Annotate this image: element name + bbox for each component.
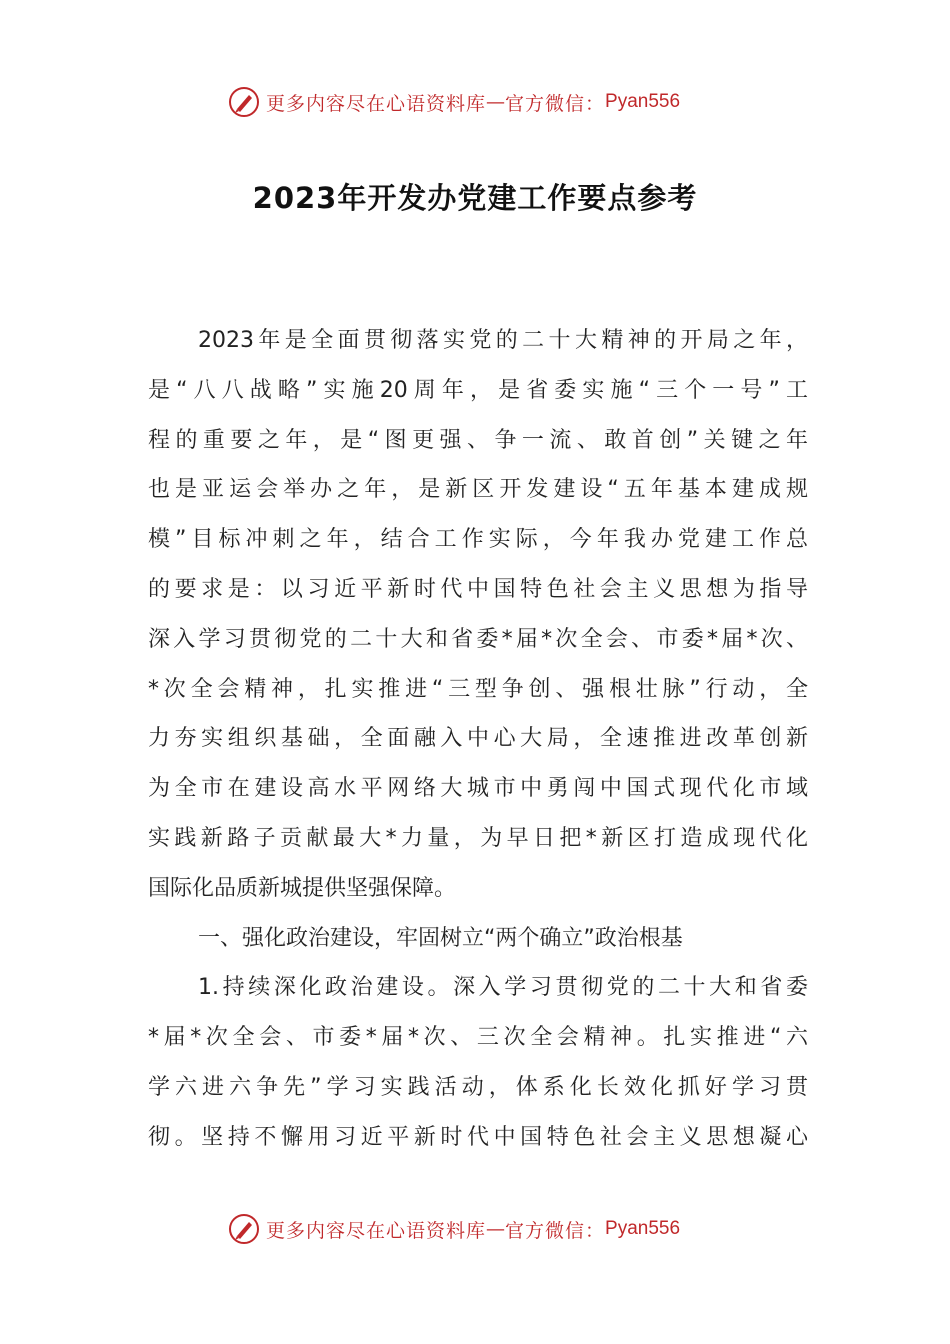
body-line: 实践新路子贡献最大*力量，为早日把*新区打造成现代化 (148, 825, 808, 851)
body-line: *届*次全会、市委*届*次、三次全会精神。扎实推进“六 (148, 1025, 808, 1051)
banner-separator: — (486, 1218, 506, 1240)
banner-text: 更多内容尽在心语资料库 (266, 92, 487, 115)
banner-text: 更多内容尽在心语资料库 (266, 1219, 487, 1242)
section-heading: 一、强化政治建设，牢固树立“两个确立”政治根基 (198, 925, 683, 951)
body-line: 为全市在建设高水平网络大城市中勇闯中国式现代化市域 (148, 776, 808, 802)
body-line: 模”目标冲刺之年，结合工作实际，今年我办党建工作总 (148, 527, 808, 553)
pen-logo-icon (228, 1213, 260, 1245)
body-line: 是“八八战略”实施20周年，是省委实施“三个一号”工 (148, 377, 808, 403)
banner-wechat-label: 官方微信： (505, 92, 606, 115)
body-line: 国际化品质新城提供坚强保障。 (148, 875, 457, 901)
banner-wechat-label: 官方微信： (505, 1219, 606, 1242)
body-line: 程的重要之年，是“图更强、争一流、敢首创”关键之年 (148, 427, 808, 453)
body-line: 也是亚运会举办之年，是新区开发建设“五年基本建成规 (148, 477, 808, 503)
body-line: 力夯实组织基础，全面融入中心大局，全速推进改革创新 (148, 726, 808, 752)
body-line: 1.持续深化政治建设。深入学习贯彻党的二十大和省委 (198, 975, 808, 1001)
banner-wechat-id: Pyan556 (605, 1218, 681, 1239)
header-banner (228, 82, 680, 122)
body-line: 2023年是全面贯彻落实党的二十大精神的开局之年， (198, 328, 808, 353)
body-line: 的要求是：以习近平新时代中国特色社会主义思想为指导 (148, 576, 808, 602)
body-line: *次全会精神，扎实推进“三型争创、强根壮脉”行动，全 (148, 676, 808, 702)
pen-logo-icon (228, 86, 260, 118)
document-title: 2023年开发办党建工作要点参考 (252, 181, 698, 215)
body-line: 学六进六争先”学习实践活动，体系化长效化抓好学习贯 (148, 1074, 808, 1100)
body-line: 彻。坚持不懈用习近平新时代中国特色社会主义思想凝心 (148, 1124, 808, 1150)
footer-banner (228, 1209, 680, 1249)
body-line: 深入学习贯彻党的二十大和省委*届*次全会、市委*届*次、 (148, 626, 808, 652)
banner-separator: — (486, 91, 506, 113)
document-body (148, 316, 808, 1163)
banner-wechat-id: Pyan556 (605, 91, 681, 112)
